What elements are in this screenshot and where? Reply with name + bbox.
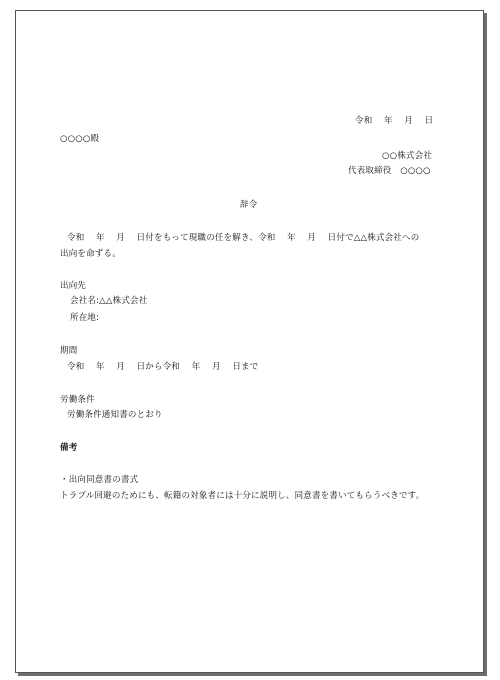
conditions-heading: 労働条件: [60, 395, 95, 405]
remarks-heading: 備考: [60, 443, 78, 453]
destination-heading: 出向先: [60, 281, 87, 291]
destination-address: 所在地:: [70, 313, 100, 323]
addressee: ○○○○殿: [60, 134, 100, 144]
body-line-2: 出向を命ずる。: [60, 249, 121, 259]
issuer-company: ○○株式会社: [382, 151, 433, 161]
date-line: 令和 年 月 日: [355, 116, 434, 126]
issuer-representative: 代表取締役 ○○○○: [348, 166, 431, 176]
period-heading: 期間: [60, 346, 78, 356]
document-page: [15, 10, 484, 673]
remarks-line: トラブル回避のためにも、転籍の対象者には十分に説明し、同意書を書いてもらうべきです。: [60, 491, 425, 501]
remarks-subheading: ・出向同意書の書式: [60, 475, 139, 485]
document-title: 辞令: [240, 200, 258, 210]
conditions-line: 労働条件通知書のとおり: [67, 410, 163, 420]
period-line: 令和 年 月 日から令和 年 月 日まで: [67, 362, 259, 372]
destination-company: 会社名:△△株式会社: [70, 296, 148, 306]
body-line-1: 令和 年 月 日付をもって現職の任を解き、令和 年 月 日付で△△株式会社への: [67, 233, 420, 243]
